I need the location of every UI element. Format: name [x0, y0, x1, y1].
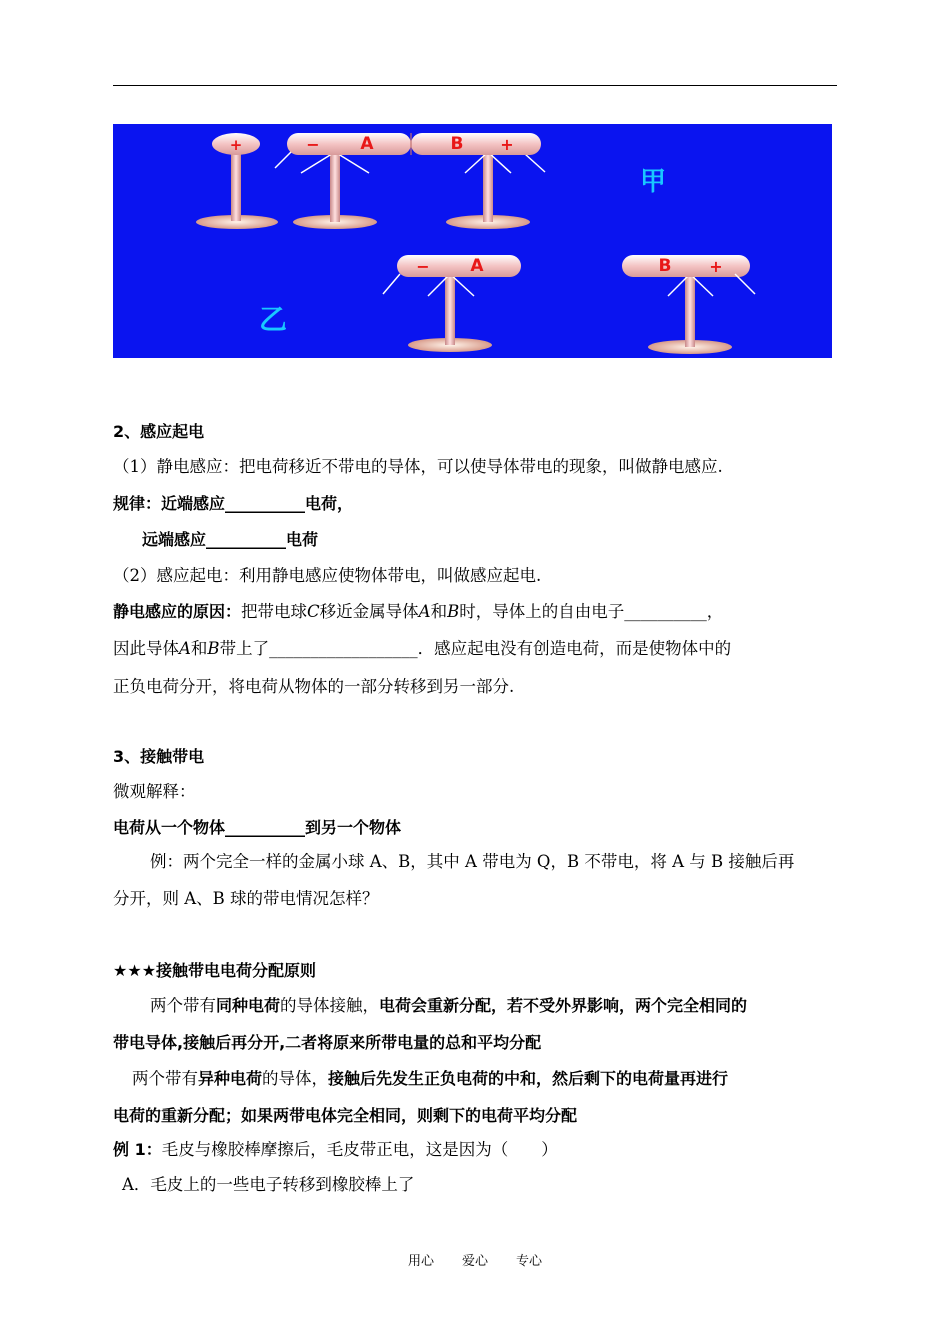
minus-sign: −	[306, 135, 320, 154]
principle-line-2: 带电导体,接触后再分开,二者将原来所带电量的总和平均分配	[113, 1033, 542, 1052]
paragraph-induction-reason-3: 正负电荷分开，将电荷从物体的一部分转移到另一部分.	[113, 677, 515, 696]
example-1-option-a: A．毛皮上的一些电子转移到橡胶棒上了	[122, 1175, 415, 1194]
minus-sign: −	[416, 257, 430, 276]
label-yi: 乙	[258, 303, 288, 336]
principle-line-4: 电荷的重新分配；如果两带电体完全相同，则剩下的电荷平均分配	[113, 1106, 578, 1125]
principle-heading: ★★★接触带电电荷分配原则	[113, 961, 317, 980]
example-1-label: 例 1：	[113, 1140, 162, 1159]
plus-sign: +	[500, 135, 514, 154]
example-1-question: 例 1：毛皮与橡胶棒摩擦后，毛皮带正电，这是因为（ ）	[113, 1140, 558, 1159]
label-b: B	[658, 256, 672, 276]
header-rule	[113, 85, 837, 86]
footer-text: 用心	[407, 1254, 434, 1269]
rule-far-end: 远端感应__________电荷	[142, 530, 319, 549]
reason-label: 静电感应的原因：	[113, 602, 242, 621]
footer-text: 专心	[516, 1254, 543, 1269]
paragraph-static-induction: （1）静电感应：把电荷移近不带电的导体，可以使导体带电的现象，叫做静电感应.	[113, 457, 723, 476]
figure-background	[113, 124, 832, 358]
footer-text: 爱心	[461, 1254, 488, 1269]
example-line-1: 例：两个完全一样的金属小球 A、B，其中 A 带电为 Q，B 不带电，将 A 与 B 接触后再	[150, 852, 795, 871]
principle-line-3: 两个带有异种电荷的导体，接触后先发生正负电荷的中和，然后剩下的电荷量再进行	[132, 1069, 729, 1088]
section-heading-induction: 2、感应起电	[113, 422, 205, 441]
plus-sign: +	[709, 257, 723, 276]
page-footer	[0, 1250, 950, 1269]
transfer-statement: 电荷从一个物体__________到另一个物体	[113, 818, 402, 837]
rule-near-end: 规律：近端感应__________电荷，	[113, 494, 354, 513]
micro-explanation-label: 微观解释：	[113, 782, 196, 801]
induction-figure	[113, 124, 832, 358]
section-heading-contact: 3、接触带电	[113, 747, 205, 766]
label-a: A	[360, 134, 374, 154]
paragraph-induction-reason: 静电感应的原因：把带电球C移近金属导体A和B时，导体上的自由电子__________，	[113, 602, 724, 621]
label-b: B	[450, 134, 464, 154]
example-line-2: 分开，则 A、B 球的带电情况怎样？	[113, 889, 379, 908]
paragraph-induction-charging: （2）感应起电：利用静电感应使物体带电，叫做感应起电.	[113, 566, 542, 585]
principle-line-1: 两个带有同种电荷的导体接触，电荷会重新分配，若不受外界影响，两个完全相同的	[150, 996, 748, 1015]
label-a: A	[470, 256, 484, 276]
plus-sign: +	[229, 136, 243, 154]
paragraph-induction-reason-2: 因此导体A和B带上了__________________．感应起电没有创造电荷，而是使物体中的	[113, 639, 732, 658]
label-jia: 甲	[639, 167, 667, 197]
